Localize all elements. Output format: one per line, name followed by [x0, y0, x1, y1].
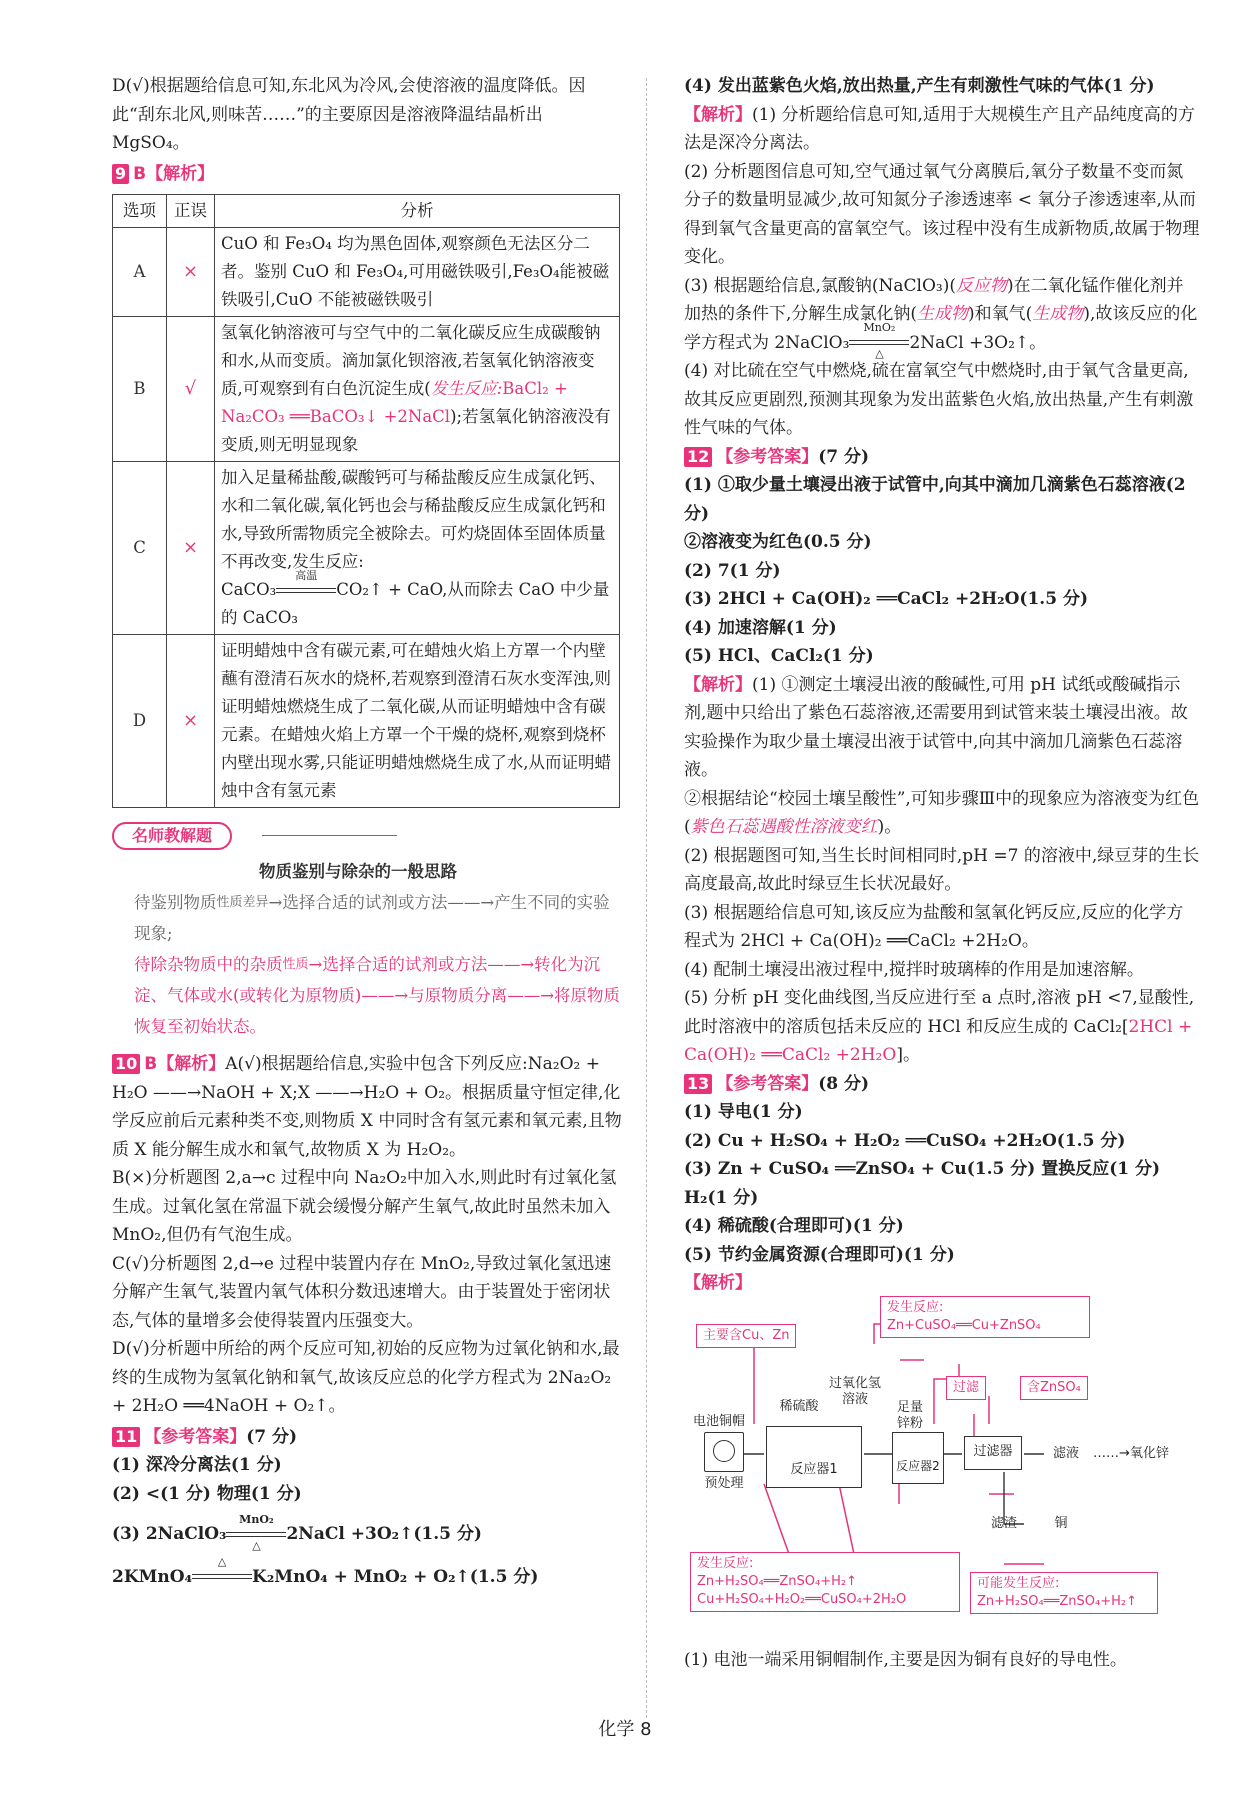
- q11-answer-tag: 【参考答案】: [144, 1426, 247, 1447]
- table-header: 分析: [215, 195, 620, 228]
- column-divider: [646, 78, 647, 1718]
- q13-answer-1: (1) 导电(1 分): [684, 1102, 803, 1122]
- q10-a: [112, 1050, 622, 1164]
- analysis-text: ),故该反应的化学方程式为 2NaClO₃: [684, 304, 1198, 353]
- q11-answer-4: (4) 发出蓝紫色火焰,放出热量,产生有刺激性气味的气体(1 分): [684, 76, 1155, 96]
- analysis-text: );若氢氧化钠溶液没有变质,则无明显现象: [221, 407, 611, 454]
- analysis-tag: 【解析】: [684, 674, 752, 695]
- equation-left: (3) 2NaClO₃: [112, 1524, 227, 1544]
- q12-answer-4: (3) 2HCl + Ca(OH)₂ ══CaCl₂ +2H₂O(1.5 分): [684, 589, 1088, 609]
- q10-text: A(√)根据题给信息,实验中包含下列反应:Na₂O₂ + H₂O ——→NaOH + X;X ——→H₂O + O₂。根据质量守恒定律,化学反应前后元素种类不变,则物质 X 中同时含有氢元素和氧元素,且物质 X 能分解生成水和氧气,故物质 X 为 H₂O₂。: [112, 1054, 622, 1160]
- q9-analysis-table: [112, 194, 620, 808]
- analysis-text: (5) 分析 pH 变化曲线图,当反应进行至 a 点时,溶液 pH <7,显酸性,此时溶液中的溶质包括未反应的 HCl 和反应生成的 CaCl₂[: [684, 988, 1195, 1037]
- analysis-cell: [215, 317, 620, 462]
- equation-left: 2KMnO₄: [112, 1566, 193, 1587]
- reactor-2: [892, 1432, 944, 1484]
- gear-icon: [713, 1440, 735, 1462]
- teacher-tips-header: [112, 822, 622, 850]
- page-footer: [0, 1715, 1250, 1741]
- label-filtrate: 滤液: [1052, 1445, 1079, 1461]
- table-row: [113, 317, 620, 462]
- note-filter: 过滤: [946, 1376, 986, 1400]
- judgement-cell: ×: [167, 462, 215, 635]
- table-row: [113, 228, 620, 317]
- q13-answer-3: (3) Zn + CuSO₄ ══ZnSO₄ + Cu(1.5 分) 置换反应(1 分): [684, 1159, 1161, 1179]
- q13-answer-5: (5) 节约金属资源(合理即可)(1 分): [684, 1244, 955, 1265]
- tips-identify: [134, 887, 622, 949]
- q11-analysis-1: [684, 101, 1200, 158]
- analysis-text: 加入足量稀盐酸,碳酸钙可与稀盐酸反应生成氯化钙、水和二氧化碳,氧化钙也会与稀盐酸反应生成氯化钙和水,导致所需物质完全被除去。可灼烧固体至固体质量不再改变,发生反应:: [221, 468, 606, 571]
- q13-answer-2: (2) Cu + H₂SO₄ + H₂O₂ ══CuSO₄ +2H₂O(1.5 分): [684, 1130, 1126, 1151]
- option-cell: C: [113, 462, 167, 635]
- q11-analysis-3: [684, 272, 1200, 358]
- q9-answer-tag: B【解析】: [133, 163, 215, 184]
- analysis-cell: [215, 462, 620, 635]
- analysis-text: )在二氧化锰作催化剂并加热的条件下,分解生成氯化钠(: [684, 275, 1184, 324]
- handwritten-note: 发生反应:: [430, 379, 503, 398]
- reaction-heat: △: [217, 1555, 227, 1568]
- left-column: [112, 72, 622, 1591]
- tips-arrow-label: 性质差异: [216, 895, 269, 910]
- q11-score: (7 分): [246, 1426, 298, 1447]
- analysis-tag: 【解析】: [684, 1273, 752, 1293]
- equation-sign: [192, 1555, 252, 1584]
- q10-d: D(√)分析题中所给的两个反应可知,初始的反应物为过氧化钠和水,最终的生成物为氢氧化钠和氧气,故该反应总的化学方程式为 2Na₂O₂ + 2H₂O ══4NaOH + O₂↑。: [112, 1339, 620, 1416]
- table-row: [113, 462, 620, 635]
- q11-heading: [112, 1423, 622, 1452]
- reaction-condition: 高温: [295, 568, 318, 582]
- q11-answer-3b: [112, 1555, 622, 1592]
- filter-unit: 过滤器: [964, 1436, 1022, 1470]
- note-title: 发生反应:: [697, 1555, 754, 1571]
- reaction-catalyst: MnO₂: [863, 321, 896, 334]
- reaction-heat: △: [875, 347, 884, 360]
- q10-c: C(√)分析题图 2,d→e 过程中装置内存在 MnO₂,导致过氧化氢迅速分解产生氧气,装置内氧气体积分数迅速增大。由于装置处于密闭状态,气体的量增多会使得装置内压强变大。: [112, 1253, 612, 1331]
- page-number: 8: [640, 1719, 652, 1740]
- q9-heading: [112, 160, 622, 189]
- label-pretreatment: 预处理: [704, 1475, 744, 1491]
- equation-left: CaCO₃: [221, 580, 277, 599]
- q12-answer-3: (2) 7(1 分): [684, 560, 781, 581]
- analysis-text: ②根据结论“校园土壤呈酸性”,可知步骤Ⅲ中的现象应为溶液变为红色(: [684, 788, 1200, 837]
- note-title: 可能发生反应:: [977, 1575, 1060, 1591]
- q11-analysis-2: (2) 分析题图信息可知,空气通过氧气分离膜后,氧分子数量不变而氮分子的数量明显减少,故可知氮分子渗透速率 < 氧分子渗透速率,从而得到氧气含量更高的富氧空气。该过程中没有生成新物质,故属于物理变化。: [684, 161, 1200, 267]
- q11-number: 11: [112, 1427, 140, 1447]
- q13-answer-3b: H₂(1 分): [684, 1187, 759, 1208]
- teacher-tips-rule: [262, 835, 397, 836]
- tips-text: 待除杂物质中的杂质: [134, 955, 283, 974]
- q12-answer-tag: 【参考答案】: [716, 446, 819, 467]
- tips-text: 待鉴别物质: [134, 893, 217, 912]
- table-row: [113, 635, 620, 808]
- label-dilute-acid: 稀硫酸: [779, 1398, 819, 1414]
- judgement-cell: ×: [167, 635, 215, 808]
- label-reactor-2: 反应器2: [896, 1459, 940, 1473]
- q12-analysis-1: [684, 671, 1200, 785]
- note-equation: Zn+H₂SO₄══ZnSO₄+H₂↑: [977, 1593, 1137, 1609]
- handwritten-note: 反应物: [956, 275, 1007, 296]
- note-equation: Cu+H₂SO₄+H₂O₂══CuSO₄+2H₂O: [697, 1591, 907, 1607]
- tips-purify: [134, 949, 622, 1042]
- pretreatment-unit: [704, 1432, 744, 1472]
- table-header: 选项: [113, 195, 167, 228]
- equation-right: 2NaCl +3O₂↑(1.5 分): [286, 1524, 482, 1544]
- note-equation: Zn+H₂SO₄══ZnSO₄+H₂↑: [697, 1573, 857, 1589]
- note-reactor2-reaction: [880, 1296, 1090, 1338]
- handwritten-equation: BaCl₂ + Na₂CO₃ ══BaCO₃↓ +2NaCl: [221, 379, 568, 426]
- analysis-cell: CuO 和 Fe₃O₄ 均为黑色固体,观察颜色无法区分二者。鉴别 CuO 和 Fe₃O₄,可用磁铁吸引,Fe₃O₄能被磁铁吸引,CuO 不能被磁铁吸引: [215, 228, 620, 317]
- tips-arrow-label: 性质: [282, 957, 309, 972]
- q11-analysis-4: (4) 对比硫在空气中燃烧,硫在富氧空气中燃烧时,由于氧气含量更高,故其反应更剧烈,预测其现象为发出蓝紫色火焰,放出热量,产生有刺激性气味的气体。: [684, 361, 1194, 438]
- q13-number: 13: [684, 1074, 712, 1094]
- option-cell: B: [113, 317, 167, 462]
- judgement-cell: ×: [167, 228, 215, 317]
- q12-analysis-4: (3) 根据题给信息可知,该反应为盐酸和氢氧化钙反应,反应的化学方程式为 2HCl + Ca(OH)₂ ══CaCl₂ +2H₂O。: [684, 902, 1184, 951]
- q12-score: (7 分): [818, 446, 870, 467]
- option-cell: D: [113, 635, 167, 808]
- label-residue: 滤渣: [990, 1515, 1017, 1531]
- process-flow-diagram: [684, 1299, 1200, 1654]
- handwritten-note: 生成物: [917, 304, 969, 324]
- equation-sign: [276, 568, 336, 598]
- analysis-text: (1) ①测定土壤浸出液的酸碱性,可用 pH 试纸或酸碱指示剂,题中只给出了紫色石蕊溶液,还需要用到试管来装土壤浸出液。故实验操作为取少量土壤浸出液于试管中,向其中滴加几滴紫色石蕊溶液。: [684, 674, 1188, 780]
- handwritten-note: 生成物: [1032, 304, 1084, 324]
- note-equation: Zn+CuSO₄══Cu+ZnSO₄: [887, 1317, 1041, 1333]
- right-column: [684, 72, 1200, 1674]
- q12-analysis-3: (2) 根据题图可知,当生长时间相同时,pH =7 的溶液中,绿豆芽的生长高度最高,故此时绿豆生长状况最好。: [684, 845, 1200, 894]
- analysis-text: (3) 根据题给信息,氯酸钠(NaClO₃)(: [684, 275, 956, 296]
- label-copper: 铜: [1054, 1515, 1068, 1531]
- q10-number: 10: [112, 1054, 140, 1074]
- tips-text: →选择合适的试剂或方法——→转化为沉淀、气体或水(或转化为原物质)——→与原物质分离——→将原物质恢复至初始状态。: [134, 955, 621, 1036]
- label-battery-cap: 电池铜帽: [692, 1413, 745, 1429]
- q13-answer-tag: 【参考答案】: [716, 1073, 819, 1094]
- q11-answer-1: (1) 深冷分离法(1 分): [112, 1455, 282, 1475]
- q11-answer-2: (2) <(1 分) 物理(1 分): [112, 1483, 302, 1504]
- reactor-1: [766, 1426, 862, 1488]
- judgement-cell: √: [167, 317, 215, 462]
- q8-option-d: D(√)根据题给信息可知,东北风为冷风,会使溶液的温度降低。因此“刮东北风,则味苦……”的主要原因是溶液降温结晶析出 MgSO₄。: [112, 76, 586, 153]
- q12-answer-1: (1) ①取少量土壤浸出液于试管中,向其中滴加几滴紫色石蕊溶液(2 分): [684, 475, 1186, 524]
- analysis-cell: 证明蜡烛中含有碳元素,可在蜡烛火焰上方罩一个内壁蘸有澄清石灰水的烧杯,若观察到澄清石灰水变浑浊,则证明蜡烛燃烧生成了二氧化碳,从而证明蜡烛中含有碳元素。在蜡烛火焰上方罩一个干燥的烧杯,观察到烧杯内壁出现水雾,只能证明蜡烛燃烧生成了水,从而证明蜡烛中含有氢元素: [215, 635, 620, 808]
- note-possible-reaction: [970, 1572, 1158, 1614]
- equation-sign: [849, 321, 909, 360]
- q12-answer-2: ②溶液变为红色(0.5 分): [684, 532, 872, 552]
- q12-analysis-2: [684, 785, 1200, 842]
- teacher-tips-badge: 名师教解题: [112, 822, 232, 850]
- teacher-tips-body: [112, 856, 622, 1042]
- q9-number: 9: [112, 164, 129, 184]
- analysis-text: 2NaCl +3O₂↑。: [909, 332, 1047, 353]
- q11-answer-3: [112, 1512, 622, 1552]
- label-h2o2: 过氧化氢溶液: [828, 1375, 881, 1407]
- analysis-text: 氢氧化钠溶液可与空气中的二氧化碳反应生成碳酸钠和水,从而变质。滴加氯化钡溶液,若氢氧化钠溶液变质,可观察到有白色沉淀生成(: [221, 323, 601, 398]
- q12-answer-6: (5) HCl、CaCl₂(1 分): [684, 646, 874, 666]
- q10-answer-tag: B【解析】: [144, 1054, 226, 1074]
- handwritten-equation: 2HCl + Ca(OH)₂ ══CaCl₂ +2H₂O: [684, 1016, 1193, 1065]
- analysis-text: (1) 分析题给信息可知,适用于大规模生产且产品纯度高的方法是深冷分离法。: [684, 104, 1195, 153]
- option-cell: A: [113, 228, 167, 317]
- reaction-catalyst: MnO₂: [239, 1512, 274, 1526]
- q12-analysis-6: [684, 984, 1200, 1070]
- handwritten-note: 紫色石蕊遇酸性溶液变红: [690, 817, 878, 837]
- note-title: 发生反应:: [887, 1299, 944, 1315]
- note-reactor1-reaction: [690, 1552, 960, 1612]
- equation-sign: [226, 1512, 286, 1552]
- q13-analysis-1: (1) 电池一端采用铜帽制作,主要是因为铜有良好的导电性。: [684, 1649, 1127, 1670]
- analysis-text: )。: [877, 817, 902, 837]
- analysis-text: )和氧气(: [968, 304, 1033, 324]
- q12-analysis-5: (4) 配制土壤浸出液过程中,搅拌时玻璃棒的作用是加速溶解。: [684, 959, 1144, 980]
- q12-answer-5: (4) 加速溶解(1 分): [684, 617, 837, 638]
- note-contains-znso4: 含ZnSO₄: [1020, 1376, 1088, 1400]
- q10-b: B(×)分析题图 2,a→c 过程中向 Na₂O₂中加入水,则此时有过氧化氢生成。过氧化氢在常温下就会缓慢分解产生氧气,故此时虽然未加入 MnO₂,但仍有气泡生成。: [112, 1168, 617, 1245]
- label-zinc-powder: 足量锌粉: [896, 1399, 923, 1431]
- analysis-tag: 【解析】: [684, 104, 752, 125]
- q13-answer-4: (4) 稀硫酸(合理即可)(1 分): [684, 1216, 904, 1236]
- q13-score: (8 分): [818, 1073, 870, 1094]
- equation-right: CO₂↑ + CaO,从而除去 CaO 中少量的 CaCO₃: [221, 580, 610, 627]
- table-header-row: [113, 195, 620, 228]
- table-header: 正误: [167, 195, 215, 228]
- note-main-contains: 主要含Cu、Zn: [696, 1324, 796, 1348]
- q13-heading: [684, 1070, 1200, 1099]
- equation-right: K₂MnO₄ + MnO₂ + O₂↑(1.5 分): [252, 1566, 539, 1587]
- tips-text: →选择合适的试剂或方法——→产生不同的实验现象;: [134, 893, 610, 943]
- tips-title: 物质鉴别与除杂的一般思路: [259, 862, 457, 881]
- q12-number: 12: [684, 447, 712, 467]
- label-reactor-1: 反应器1: [790, 1462, 838, 1477]
- q12-heading: [684, 443, 1200, 472]
- analysis-text: ]。: [896, 1045, 920, 1065]
- q13-analysis-heading: [684, 1269, 1200, 1298]
- footer-subject: 化学: [598, 1719, 635, 1740]
- label-zinc-oxide: ……→氧化锌: [1093, 1445, 1169, 1461]
- reaction-heat: △: [252, 1538, 261, 1552]
